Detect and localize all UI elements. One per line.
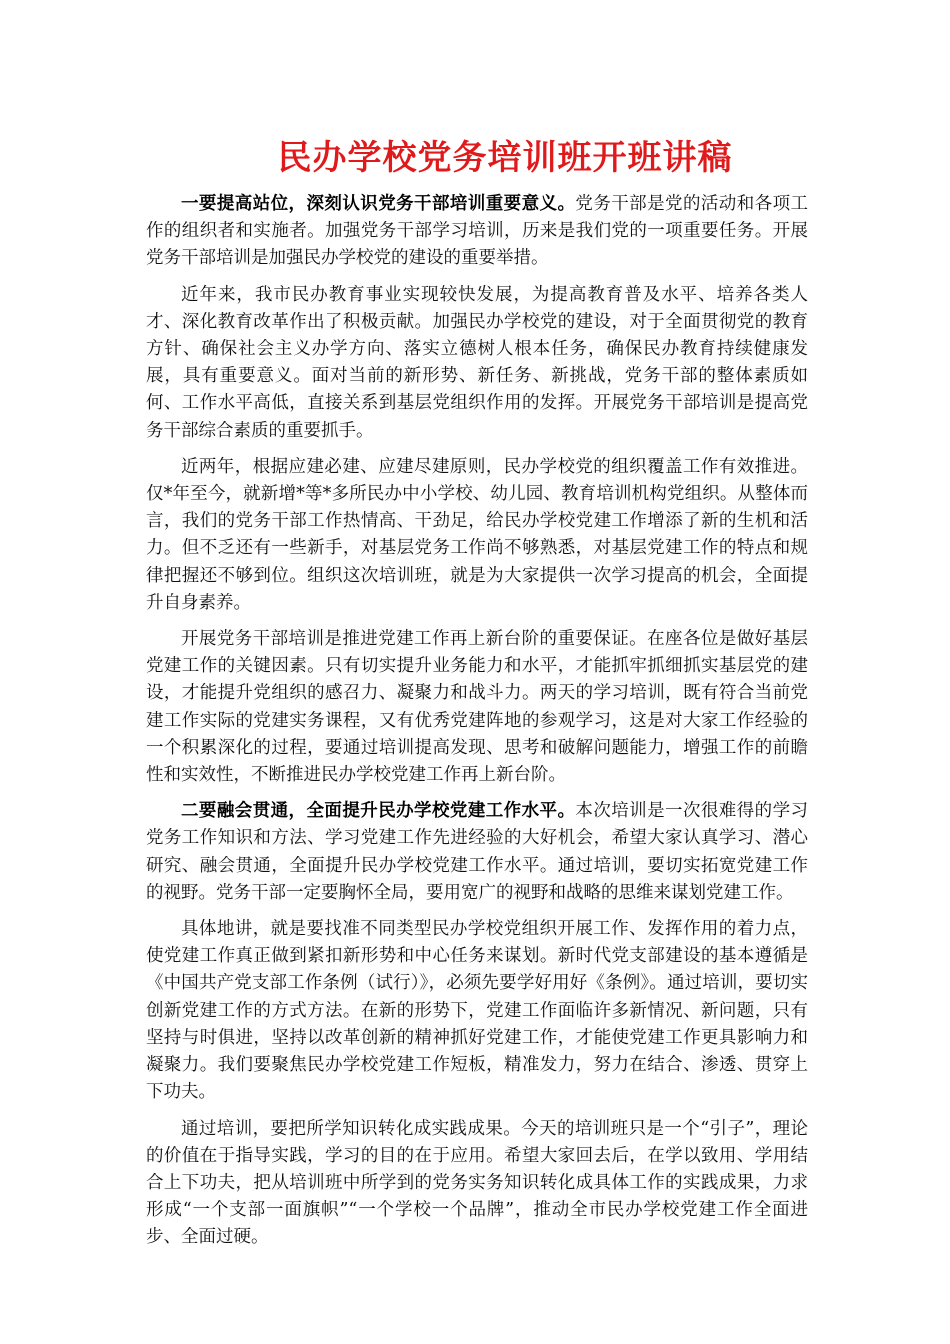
- paragraph-5: [146, 798, 808, 907]
- paragraph-1-text: 党务干部是党的活动和各项工作的组织者和实施者。加强党务干部学习培训，历来是我们党的一项重要任务。开展党务干部培训是加强民办学校党的建设的重要举措。: [146, 194, 809, 269]
- paragraph-5-lead: 二要融会贯通，全面提升民办学校党建工作水平。: [181, 801, 576, 822]
- paragraph-6: [146, 916, 808, 1106]
- document-title: 民办学校党务培训班开班讲稿: [277, 138, 733, 178]
- paragraph-3-text: 近两年，根据应建必建、应建尽建原则，民办学校党的组织覆盖工作有效推进。仅*年至今，就新增*等*多所民办中小学校、幼儿园、教育培训机构党组织。从整体而言，我们的党务干部工作热情高、干劲足，给民办学校党建工作增添了新的生机和活力。但不乏还有一些新手，对基层党务工作尚不够熟悉，对基层党建工作的特点和规律把握还不够到位。组织这次培训班，就是为大家提供一次学习提高的机会，全面提升自身素养。: [146, 456, 808, 613]
- paragraph-2-text: 近年来，我市民办教育事业实现较快发展，为提高教育普及水平、培养各类人才、深化教育改革作出了积极贡献。加强民办学校党的建设，对于全面贯彻党的教育方针、确保社会主义办学方向、落实立德树人根本任务，确保民办教育持续健康发展，具有重要意义。面对当前的新形势、新任务、新挑战，党务干部的整体素质如何、工作水平高低，直接关系到基层党组织作用的发挥。开展党务干部培训是提高党务干部综合素质的重要抓手。: [146, 284, 808, 441]
- paragraph-4: [146, 626, 808, 789]
- paragraph-6-text: 具体地讲，就是要找准不同类型民办学校党组织开展工作、发挥作用的着力点，使党建工作真正做到紧扣新形势和中心任务来谋划。新时代党支部建设的基本遵循是《中国共产党支部工作条例（试行）》，必须先要学好用好《条例》。通过培训，要切实创新党建工作的方式方法。在新的形势下，党建工作面临许多新情况、新问题，只有坚持与时俱进，坚持以改革创新的精神抓好党建工作，才能使党建工作更具影响力和凝聚力。我们要聚焦民办学校党建工作短板，精准发力，努力在结合、渗透、贯穿上下功夫。: [146, 919, 808, 1103]
- paragraph-7: [146, 1116, 808, 1252]
- paragraph-1-lead: 一要提高站位，深刻认识党务干部培训重要意义。: [181, 194, 576, 214]
- document-body: [146, 191, 808, 1261]
- paragraph-1: [146, 191, 808, 273]
- paragraph-3: [146, 454, 808, 617]
- paragraph-7-text: 通过培训，要把所学知识转化成实践成果。今天的培训班只是一个“引子”，理论的价值在于指导实践，学习的目的在于应用。希望大家回去后，在学以致用、学用结合上下功夫，把从培训班中所学到的党务实务知识转化成具体工作的实践成果，力求形成“一个支部一面旗帜”“一个学校一个品牌”，推动全市民办学校党建工作全面进步、全面过硬。: [146, 1118, 808, 1248]
- paragraph-4-text: 开展党务干部培训是推进党建工作再上新台阶的重要保证。在座各位是做好基层党建工作的关键因素。只有切实提升业务能力和水平，才能抓牢抓细抓实基层党的建设，才能提升党组织的感召力、凝聚力和战斗力。两天的学习培训，既有符合当前党建工作实际的党建实务课程，又有优秀党建阵地的参观学习，这是对大家工作经验的一个积累深化的过程，要通过培训提高发现、思考和破解问题能力，增强工作的前瞻性和实效性，不断推进民办学校党建工作再上新台阶。: [146, 629, 808, 786]
- paragraph-2: [146, 282, 808, 445]
- paragraph-5-text: 本次培训是一次很难得的学习党务工作知识和方法、学习党建工作先进经验的大好机会，希望大家认真学习、潜心研究、融会贯通，全面提升民办学校党建工作水平。通过培训，要切实拓宽党建工作的视野。党务干部一定要胸怀全局，要用宽广的视野和战略的思维来谋划党建工作。: [146, 801, 809, 903]
